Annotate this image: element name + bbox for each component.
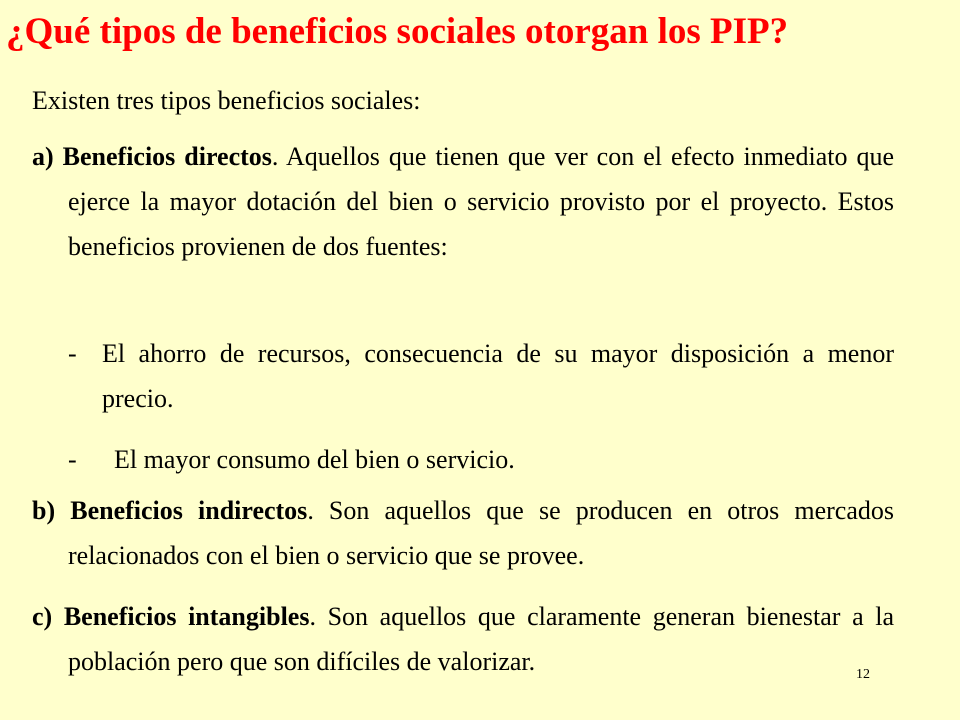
item-a-paragraph [32,134,894,269]
item-c-text: . Son aquellos que claramente generan bienestar a la población pero que son difíciles de valorizar. [68,602,894,676]
slide-title: ¿Qué tipos de beneficios sociales otorgan los PIP? [6,11,789,52]
sub-item-2 [68,437,894,482]
item-c-label: c) Beneficios intangibles [32,602,310,631]
item-a-label: a) Beneficios directos [32,142,272,171]
sub-item-1-text: El ahorro de recursos, consecuencia de su mayor disposición a menor precio. [102,339,894,413]
sub-item-1-dash: - [68,339,77,368]
item-b-text: . Son aquellos que se producen en otros mercados relacionados con el bien o servicio que se provee. [68,496,895,570]
sub-item-1 [68,331,894,421]
page-number: 12 [856,667,870,682]
item-b-paragraph [32,488,894,578]
intro-text: Existen tres tipos beneficios sociales: [32,86,421,115]
item-a-text: . Aquellos que tienen que ver con el efecto inmediato que ejerce la mayor dotación del bien o servicio provisto por el proyecto. Estos beneficios provienen de dos fuentes: [68,142,894,261]
item-c-paragraph [32,594,894,684]
sub-item-2-dash: - [68,445,77,474]
item-b-label: b) Beneficios indirectos [32,496,308,525]
sub-item-2-text: El mayor consumo del bien o servicio. [114,445,515,474]
